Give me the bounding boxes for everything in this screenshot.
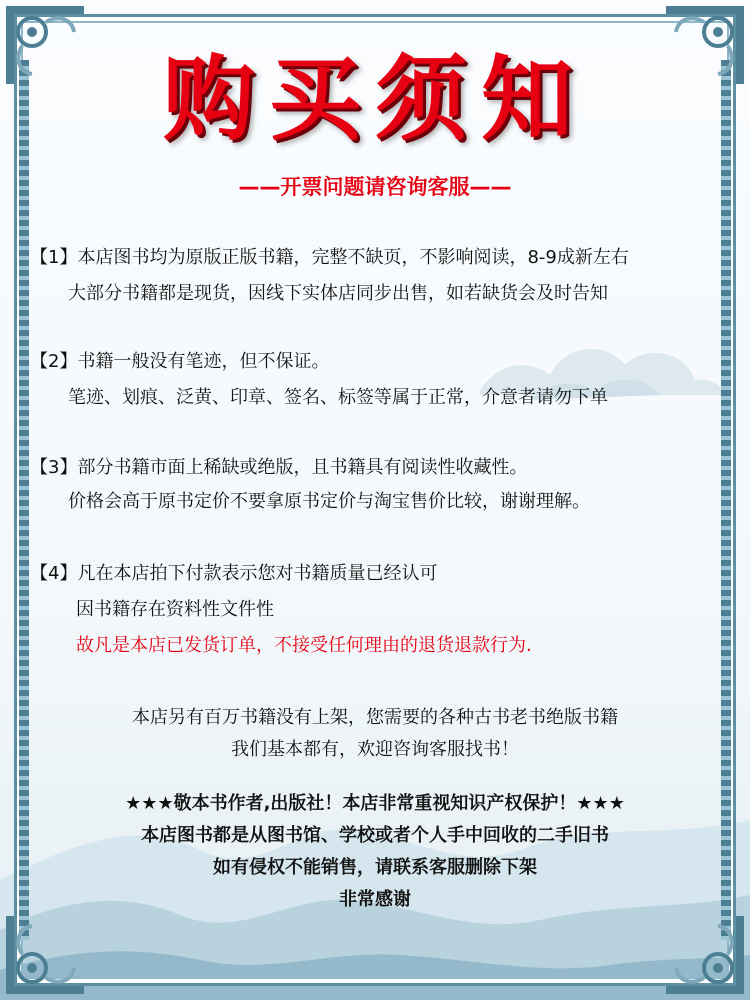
copyright-line-3: 如有侵权不能销售，请联系客服删除下架 <box>213 857 537 878</box>
notice-line-1: 本店另有百万书籍没有上架，您需要的各种古书老书绝版书籍 <box>132 707 618 728</box>
item-1-line-2: 大部分书籍都是现货，因线下实体店同步出售，如若缺货会及时告知 <box>68 283 608 304</box>
copyright-thanks: 非常感谢 <box>339 889 411 910</box>
item-4-line-2: 因书籍存在资料性文件性 <box>76 599 274 620</box>
notice-line-2: 我们基本都有，欢迎咨询客服找书！ <box>231 739 519 760</box>
copyright-heading: ★★★敬本书作者,出版社！本店非常重视知识产权保护！★★★ <box>125 793 625 814</box>
copyright-line-2: 本店图书都是从图书馆、学校或者个人手中回收的二手旧书 <box>141 825 609 846</box>
item-1-line-1: 【1】本店图书均为原版正版书籍，完整不缺页，不影响阅读，8-9成新左右 <box>30 247 629 268</box>
corner-ornament-icon <box>0 910 90 1000</box>
item-3-line-2: 价格会高于原书定价不要拿原书定价与淘宝售价比较，谢谢理解。 <box>68 491 590 512</box>
item-2-line-2: 笔迹、划痕、泛黄、印章、签名、标签等属于正常，介意者请勿下单 <box>68 387 608 408</box>
subtitle: ——开票问题请咨询客服—— <box>238 175 512 199</box>
page-title: 购买须知 <box>162 46 587 153</box>
corner-ornament-icon <box>660 910 750 1000</box>
item-3-line-1: 【3】部分书籍市面上稀缺或绝版，且书籍具有阅读性收藏性。 <box>30 457 528 478</box>
item-4-warning: 故凡是本店已发货订单，不接受任何理由的退货退款行为. <box>76 635 532 656</box>
item-2-line-1: 【2】书籍一般没有笔迹，但不保证。 <box>30 351 330 372</box>
item-4-line-1: 【4】凡在本店拍下付款表示您对书籍质量已经认可 <box>30 563 438 584</box>
